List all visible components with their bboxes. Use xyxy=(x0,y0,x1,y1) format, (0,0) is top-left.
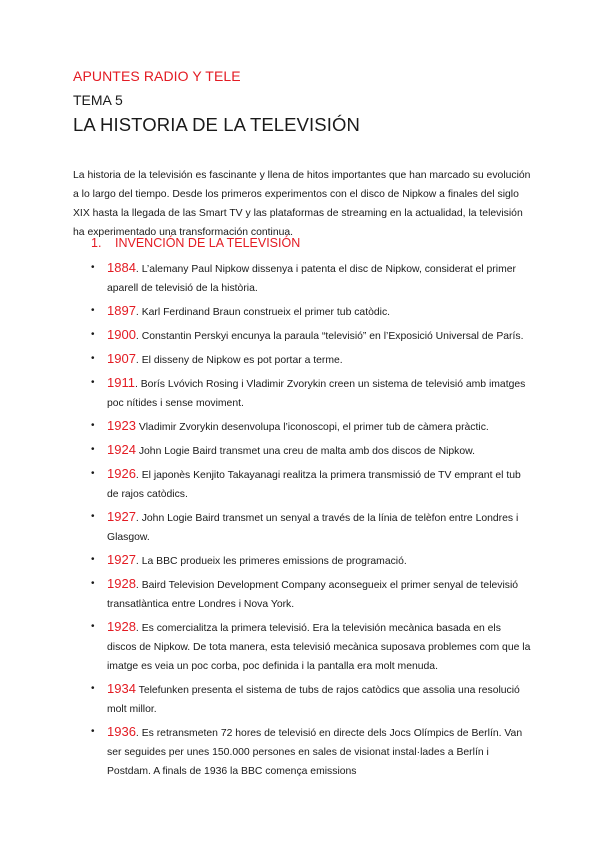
timeline-item xyxy=(91,416,531,437)
bullet-icon: • xyxy=(91,468,95,479)
timeline-list xyxy=(91,258,531,784)
timeline-item xyxy=(91,722,531,781)
bullet-icon: • xyxy=(91,444,95,455)
timeline-year: 1928 xyxy=(107,619,136,634)
bullet-icon: • xyxy=(91,305,95,316)
tema-label: TEMA 5 xyxy=(73,92,123,108)
timeline-item xyxy=(91,325,531,346)
timeline-item xyxy=(91,574,531,614)
bullet-icon: • xyxy=(91,420,95,431)
timeline-text: El japonès Kenjito Takayanagi realitza la primera transmissió de TV emprant el tub de rajos catòdics. xyxy=(107,470,521,500)
timeline-separator: . xyxy=(135,470,142,481)
timeline-separator: . xyxy=(134,379,141,390)
timeline-year: 1907 xyxy=(107,351,136,366)
timeline-text: Constantin Perskyi encunya la paraula “televisió” en l’Exposició Universal de París. xyxy=(141,331,524,342)
timeline-item xyxy=(91,258,531,298)
timeline-separator: . xyxy=(135,264,142,275)
timeline-separator: . xyxy=(135,307,142,318)
timeline-year: 1897 xyxy=(107,303,136,318)
bullet-icon: • xyxy=(91,683,95,694)
bullet-icon: • xyxy=(91,621,95,632)
timeline-year: 1900 xyxy=(107,327,136,342)
timeline-year: 1928 xyxy=(107,576,136,591)
timeline-text: John Logie Baird transmet un senyal a través de la línia de telèfon entre Londres i Glasgow. xyxy=(107,513,519,543)
timeline-text: El disseny de Nipkow es pot portar a terme. xyxy=(141,355,343,366)
timeline-text: L’alemany Paul Nipkow dissenya i patenta el disc de Nipkow, considerat el primer aparell de televisió de la història. xyxy=(107,264,516,294)
timeline-year: 1926 xyxy=(107,466,136,481)
timeline-item xyxy=(91,679,531,719)
timeline-text: Borís Lvóvich Rosing i Vladimir Zvorykin creen un sistema de televisió amb imatges poc nítides i sense moviment. xyxy=(107,379,526,409)
timeline-separator: . xyxy=(135,355,142,366)
section-number: 1. xyxy=(91,236,102,250)
timeline-year: 1936 xyxy=(107,724,136,739)
timeline-year: 1884 xyxy=(107,260,136,275)
timeline-item xyxy=(91,301,531,322)
timeline-text: La BBC produeix les primeres emissions de programació. xyxy=(141,556,407,567)
timeline-item xyxy=(91,550,531,571)
timeline-text: Baird Television Development Company aconsegueix el primer senyal de televisió transatlàntica entre Londres i Nova York. xyxy=(107,580,519,610)
timeline-item xyxy=(91,507,531,547)
timeline-item xyxy=(91,373,531,413)
bullet-icon: • xyxy=(91,377,95,388)
timeline-item xyxy=(91,440,531,461)
timeline-year: 1923 xyxy=(107,418,136,433)
section-heading xyxy=(91,236,300,250)
bullet-icon: • xyxy=(91,353,95,364)
timeline-separator: . xyxy=(135,331,142,342)
timeline-separator: . xyxy=(135,513,142,524)
page-title: LA HISTORIA DE LA TELEVISIÓN xyxy=(73,114,360,135)
timeline-text: Telefunken presenta el sistema de tubs de rajos catòdics que assolia una resolució molt millor. xyxy=(107,685,520,715)
intro-paragraph: La historia de la televisión es fascinante y llena de hitos importantes que han marcado su evolución a lo largo del tiempo. Desde los primeros experimentos con el disco de Nipkow a finales del siglo XIX hasta la llegada de las Smart TV y las plataformas de streaming en la actualidad, la televisión ha experimentado una transformación continua. xyxy=(73,170,531,239)
subject-heading: APUNTES RADIO Y TELE xyxy=(73,68,241,84)
timeline-text: Es comercialitza la primera televisió. Era la televisión mecànica basada en els discos de Nipkow. De tota manera, esta televisió mecànica suposava problemes com que la imatge es veia un poc corba, poc definida i la pantalla era molt menuda. xyxy=(107,623,531,672)
timeline-item xyxy=(91,464,531,504)
timeline-separator: . xyxy=(135,728,142,739)
timeline-separator: . xyxy=(135,556,142,567)
timeline-year: 1934 xyxy=(107,681,136,696)
timeline-text: Es retransmeten 72 hores de televisió en directe dels Jocs Olímpics de Berlín. Van ser seguides per unes 150.000 persones en sales de visionat instal·lades a Berlín i Postdam. A finals de 1936 la BBC comença emissions xyxy=(107,728,523,777)
timeline-year: 1924 xyxy=(107,442,136,457)
timeline-text: John Logie Baird transmet una creu de malta amb dos discos de Nipkow. xyxy=(138,446,475,457)
timeline-item xyxy=(91,617,531,676)
timeline-separator: . xyxy=(135,580,142,591)
timeline-year: 1927 xyxy=(107,552,136,567)
bullet-icon: • xyxy=(91,511,95,522)
bullet-icon: • xyxy=(91,329,95,340)
timeline-text: Vladimir Zvorykin desenvolupa l’iconoscopi, el primer tub de càmera pràctic. xyxy=(138,422,489,433)
bullet-icon: • xyxy=(91,578,95,589)
timeline-separator: . xyxy=(135,623,142,634)
timeline-text: Karl Ferdinand Braun construeix el primer tub catòdic. xyxy=(141,307,391,318)
timeline-year: 1927 xyxy=(107,509,136,524)
bullet-icon: • xyxy=(91,262,95,273)
section-title: INVENCIÓN DE LA TELEVISIÓN xyxy=(115,236,301,250)
bullet-icon: • xyxy=(91,554,95,565)
bullet-icon: • xyxy=(91,726,95,737)
timeline-year: 1911 xyxy=(107,375,135,390)
timeline-item xyxy=(91,349,531,370)
